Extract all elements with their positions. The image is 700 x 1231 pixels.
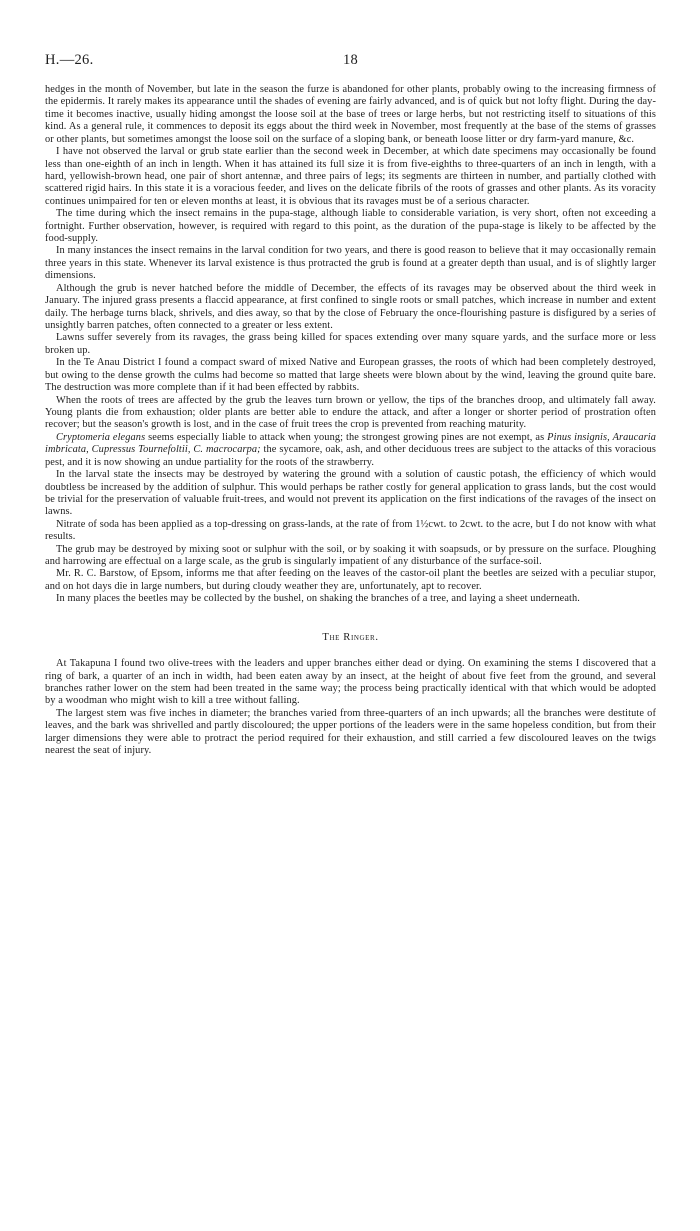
paragraph: I have not observed the larval or grub state earlier than the second week in December, at which date specimens may occasionally be found less than one-eighth of an inch in length. When it has attained its full size it is from five-eighths to three-quarters of an inch in length, with a hard, yellowish-brown head, one pair of short antennæ, and three pairs of legs; its segments are thirteen in number, and partially clothed with scattered rigid hairs. In this state it is a voracious feeder, and lives on the delicate fibrils of the roots of grasses and other plants. As its voracity continues unimpaired for ten or eleven months at least, it is obvious that its ravages must be of a serious character. xyxy=(45,146,656,207)
paragraph: At Takapuna I found two olive-trees with the leaders and upper branches either dead or dying. On examining the stems I discovered that a ring of bark, a quarter of an inch in width, had been eaten away by an insect, at the height of about five feet from the ground, and several branches rather lower on the stem had been treated in the same way; the process being practically identical with that which would be adopted by a woodman who might wish to kill a tree without falling. xyxy=(45,658,656,707)
paragraph: Nitrate of soda has been applied as a top-dressing on grass-lands, at the rate of from 1½cwt. to 2cwt. to the acre, but I do not know with what results. xyxy=(45,518,656,543)
paragraph: In many places the beetles may be collected by the bushel, on shaking the branches of a tree, and laying a sheet underneath. xyxy=(56,593,580,605)
document-reference: H.—26. xyxy=(45,52,94,68)
paragraph: In the larval state the insects may be destroyed by watering the ground with a solution of caustic potash, the efficiency of which would doubtless be increased by the addition of sulphur. This would perhaps be rather costly for general application to grass lands, but the cost would be trivial for the preservation of valuable fruit-trees, and would not prevent its application on the first indications of the ravages of the insect on lawns. xyxy=(45,469,656,518)
page-header xyxy=(45,52,656,74)
paragraph: The time during which the insect remains in the pupa-stage, although liable to considerable variation, is very short, often not exceeding a fortnight. Further observation, however, is required with regard to this point, as the duration of the pupa-stage is likely to be affected by the food-supply. xyxy=(45,208,656,245)
paragraph: Cryptomeria elegans seems especially liable to attack when young; the strongest growing pines are not exempt, as Pinus insignis, Araucaria imbricata, Cupressus Tournefoltii, C. macrocarpa; the sycamore, oak, ash, and other deciduous trees are subject to the attacks of this voracious pest, and it is now showing an undue partiality for the roots of the strawberry. xyxy=(45,431,657,468)
paragraph: The grub may be destroyed by mixing soot or sulphur with the soil, or by soaking it with soapsuds, or by pressure on the surface. Ploughing and harrowing are effectual on a large scale, as the grub is singularly impatient of any disturbance of the surface-soil. xyxy=(45,543,656,568)
paragraph: In the Te Anau District I found a compact sward of mixed Native and European grasses, the roots of which had been completely destroyed, but owing to the dense growth the culms had become so matted that large sheets were blown about by the wind, leaving the ground quite bare. The destruction was more complete than if it had been effected by rabbits. xyxy=(45,357,656,394)
paragraph: In many instances the insect remains in the larval condition for two years, and there is good reason to believe that it may occasionally remain three years in this state. Whenever its larval existence is thus protracted the grub is found at a greater depth than usual, and is of slightly larger dimensions. xyxy=(45,245,656,282)
paragraph: The largest stem was five inches in diameter; the branches varied from three-quarters of an inch upwards; all the branches were destitute of leaves, and the bark was shrivelled and partly discoloured; the upper portions of the leaders were in the same hopeless condition, but from their larger dimensions they were able to protract the period required for their exhaustion, and still carried a few discoloured leaves on the twigs nearest the seat of injury. xyxy=(45,707,656,757)
paragraph: Lawns suffer severely from its ravages, the grass being killed for spaces extending over many square yards, and the surface more or less broken up. xyxy=(45,332,656,356)
document-body xyxy=(45,84,656,758)
paragraph: Although the grub is never hatched before the middle of December, the effects of its ravages may be observed about the third week in January. The injured grass presents a flaccid appearance, at first confined to single roots or small patches, which increase in number and extent daily. The herbage turns black, shrivels, and dies away, so that by the close of February the once-flourishing pasture is disfigured by a series of unsightly barren patches, often connected to a greater or less extent. xyxy=(45,282,656,332)
paragraph: hedges in the month of November, but late in the season the furze is abandoned for other plants, probably owing to the increasing firmness of the epidermis. It rarely makes its appearance until the shades of evening are fairly advanced, and is of quick but not lofty flight. During the day-time it becomes inactive, usually hiding amongst the loose soil at the base of trees or large herbs, but not restricting itself to situations of this kind. As a general rule, it commences to deposit its eggs about the third week in November, most frequently at the base of the stems of grasses or other plants, but sometimes amongst the loose soil on the surface of a sloping bank, or beneath loose litter or dry farm-yard manure, &c. xyxy=(45,84,656,145)
page-number: 18 xyxy=(342,52,359,68)
section-the-ringer xyxy=(45,658,656,757)
section-continued xyxy=(45,84,656,606)
paragraph: When the roots of trees are affected by the grub the leaves turn brown or yellow, the tips of the branches droop, and ultimately fall away. Young plants die from exhaustion; older plants are better able to endure the attack, and after a longer or shorter period of prostration often recover; but the season's growth is lost, and in the case of fruit trees the crop is prevented from reaching maturity. xyxy=(45,394,656,431)
paragraph: Mr. R. C. Barstow, of Epsom, informs me that after feeding on the leaves of the castor-oil plant the beetles are seized with a peculiar stupor, and on hot days die in large numbers, but during cloudy weather they are, unfortunately, apt to recover. xyxy=(45,568,656,592)
section-heading: The Ringer. xyxy=(322,631,379,643)
